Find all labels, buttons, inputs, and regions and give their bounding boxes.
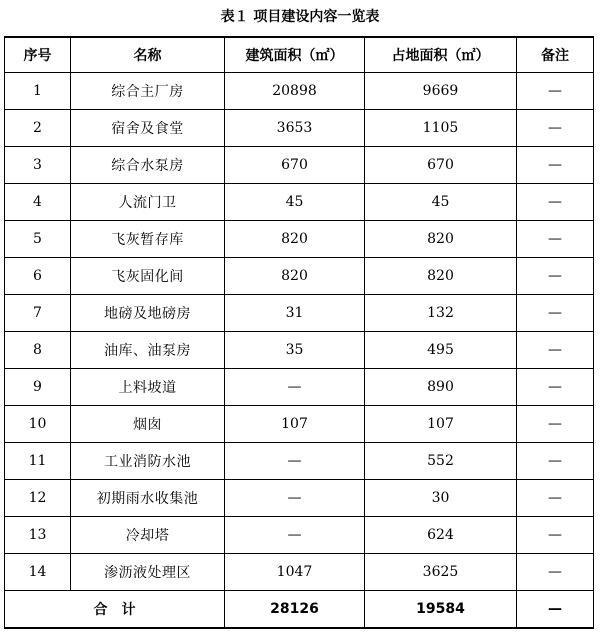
row-land-area: 624: [365, 517, 517, 554]
table-row: [5, 295, 594, 332]
row-name: 人流门卫: [71, 184, 225, 221]
table-row: [5, 554, 594, 591]
row-land-area: 820: [365, 221, 517, 258]
row-name: 飞灰暂存库: [71, 221, 225, 258]
row-name: 初期雨水收集池: [71, 480, 225, 517]
table-row: [5, 147, 594, 184]
table-row: [5, 221, 594, 258]
row-remark: —: [517, 147, 594, 184]
row-name: 飞灰固化间: [71, 258, 225, 295]
row-remark: —: [517, 73, 594, 110]
table-row: [5, 406, 594, 443]
table-caption: 表１ 项目建设内容一览表: [220, 9, 380, 25]
row-building-area: —: [225, 443, 365, 480]
row-building-area: 1047: [225, 554, 365, 591]
row-building-area: 20898: [225, 73, 365, 110]
row-land-area: 552: [365, 443, 517, 480]
row-name: 综合主厂房: [71, 73, 225, 110]
row-remark: —: [517, 443, 594, 480]
table-row: [5, 73, 594, 110]
row-remark: —: [517, 517, 594, 554]
row-number: 5: [5, 221, 71, 258]
row-name: 冷却塔: [71, 517, 225, 554]
row-building-area: 3653: [225, 110, 365, 147]
table-body: [5, 73, 594, 591]
row-name: 宿舍及食堂: [71, 110, 225, 147]
table-row: [5, 184, 594, 221]
row-land-area: 132: [365, 295, 517, 332]
row-land-area: 9669: [365, 73, 517, 110]
header-name: 名称: [71, 37, 225, 73]
total-remark: —: [517, 591, 594, 629]
row-land-area: 670: [365, 147, 517, 184]
row-name: 综合水泵房: [71, 147, 225, 184]
total-land-area: 19584: [365, 591, 517, 629]
row-land-area: 107: [365, 406, 517, 443]
row-building-area: 31: [225, 295, 365, 332]
row-name: 工业消防水池: [71, 443, 225, 480]
row-remark: —: [517, 369, 594, 406]
table-row: [5, 517, 594, 554]
total-label: 合计: [5, 591, 225, 629]
table-row: [5, 332, 594, 369]
row-number: 11: [5, 443, 71, 480]
row-number: 7: [5, 295, 71, 332]
construction-content-table: [4, 36, 594, 629]
row-remark: —: [517, 480, 594, 517]
row-name: 烟囱: [71, 406, 225, 443]
row-name: 渗沥液处理区: [71, 554, 225, 591]
row-remark: —: [517, 110, 594, 147]
row-number: 9: [5, 369, 71, 406]
table-row: [5, 369, 594, 406]
row-number: 3: [5, 147, 71, 184]
row-number: 12: [5, 480, 71, 517]
total-row: [5, 591, 594, 629]
row-number: 8: [5, 332, 71, 369]
row-building-area: 670: [225, 147, 365, 184]
row-building-area: 45: [225, 184, 365, 221]
row-building-area: 820: [225, 258, 365, 295]
row-number: 10: [5, 406, 71, 443]
row-building-area: 820: [225, 221, 365, 258]
row-building-area: —: [225, 480, 365, 517]
row-number: 14: [5, 554, 71, 591]
row-number: 4: [5, 184, 71, 221]
row-remark: —: [517, 406, 594, 443]
row-remark: —: [517, 258, 594, 295]
row-building-area: —: [225, 369, 365, 406]
table-row: [5, 480, 594, 517]
header-land-area: 占地面积（㎡）: [365, 37, 517, 73]
row-building-area: —: [225, 517, 365, 554]
row-land-area: 30: [365, 480, 517, 517]
header-no: 序号: [5, 37, 71, 73]
row-number: 1: [5, 73, 71, 110]
row-name: 地磅及地磅房: [71, 295, 225, 332]
table-row: [5, 110, 594, 147]
row-name: 油库、油泵房: [71, 332, 225, 369]
row-building-area: 107: [225, 406, 365, 443]
table-row: [5, 258, 594, 295]
row-number: 13: [5, 517, 71, 554]
row-number: 6: [5, 258, 71, 295]
row-land-area: 890: [365, 369, 517, 406]
row-remark: —: [517, 221, 594, 258]
row-remark: —: [517, 295, 594, 332]
total-building-area: 28126: [225, 591, 365, 629]
table-row: [5, 443, 594, 480]
row-remark: —: [517, 332, 594, 369]
row-remark: —: [517, 554, 594, 591]
header-remark: 备注: [517, 37, 594, 73]
row-building-area: 35: [225, 332, 365, 369]
row-remark: —: [517, 184, 594, 221]
header-row: [5, 37, 594, 73]
row-land-area: 820: [365, 258, 517, 295]
row-land-area: 45: [365, 184, 517, 221]
row-land-area: 1105: [365, 110, 517, 147]
row-land-area: 3625: [365, 554, 517, 591]
row-land-area: 495: [365, 332, 517, 369]
header-building-area: 建筑面积（㎡）: [225, 37, 365, 73]
row-name: 上料坡道: [71, 369, 225, 406]
row-number: 2: [5, 110, 71, 147]
